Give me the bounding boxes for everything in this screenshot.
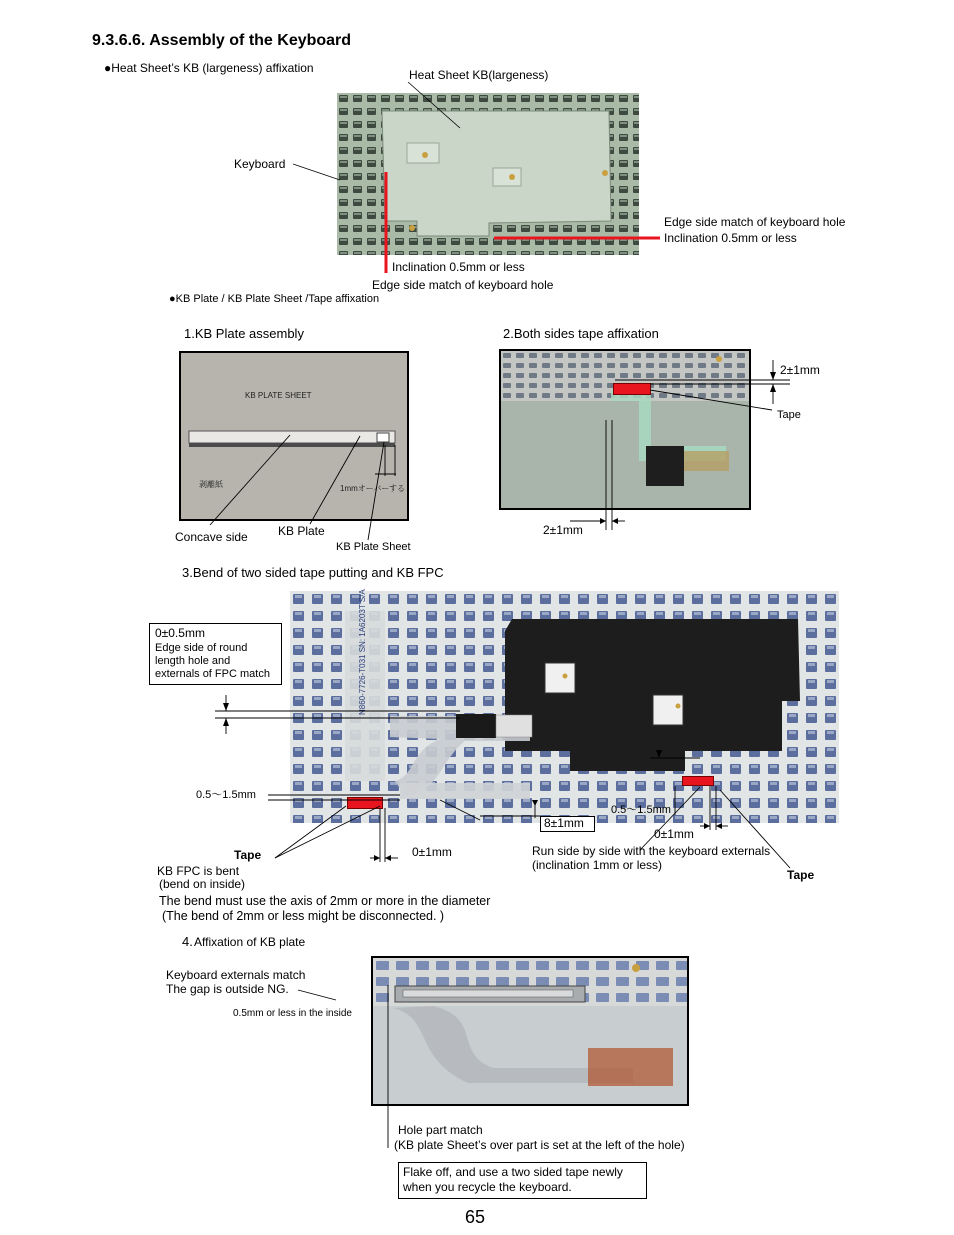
label-kb-plate-sheet: KB Plate Sheet — [336, 541, 411, 553]
note-bend-disconnect: (The bend of 2mm or less might be disconnected. ) — [162, 909, 445, 923]
step1-title: 1.KB Plate assembly — [184, 326, 304, 341]
label-hole-match: Hole part match — [398, 1123, 483, 1137]
step3-title: 3.Bend of two sided tape putting and KB FPC — [182, 565, 444, 580]
section-heading-heat-sheet: ●Heat Sheet’s KB (largeness) affixation — [104, 61, 314, 75]
label-keyboard: Keyboard — [234, 157, 286, 171]
box-line1: Edge side of round — [155, 642, 248, 654]
label-8mm: 8±1mm — [544, 816, 584, 830]
label-tape-left: Tape — [234, 848, 262, 862]
label-bend-inside: (bend on inside) — [159, 877, 246, 891]
page-title: 9.3.6.6. Assembly of the Keyboard — [92, 32, 352, 49]
label-range-left: 0.5～1.5mm — [196, 789, 256, 801]
label-fpc-bent: KB FPC is bent — [157, 864, 240, 878]
note-recycle-line1: Flake off, and use a two sided tape newly — [403, 1165, 623, 1179]
section-heading-kb-plate: ●KB Plate / KB Plate Sheet /Tape affixation — [169, 293, 380, 305]
label-inside-tolerance: 0.5mm or less in the inside — [233, 1008, 352, 1019]
note-bend-axis: The bend must use the axis of 2mm or more in the diameter — [159, 894, 491, 908]
label-run-side-inclination: (inclination 1mm or less) — [532, 858, 663, 872]
label-hole-detail: (KB plate Sheet’s over part is set at the left of the hole) — [394, 1138, 685, 1152]
label-kb-plate: KB Plate — [278, 524, 325, 538]
label-2mm-bottom: 2±1mm — [543, 523, 583, 537]
box-line2: length hole and — [155, 655, 231, 667]
label-tape-right: Tape — [787, 868, 815, 882]
page-number: 65 — [465, 1207, 486, 1227]
photo-text-kb-plate-sheet: KB PLATE SHEET — [245, 391, 312, 400]
label-tape-step2: Tape — [777, 409, 801, 421]
label-edge-match-right: Edge side match of keyboard hole — [664, 215, 846, 229]
step4-title-num: 4. — [182, 934, 193, 949]
step4-title: Affixation of KB plate — [194, 935, 306, 949]
photo-print-serial: N860-7726-T031 SN: 1A6203T S/A — [358, 589, 367, 715]
label-inclination-right: Inclination 0.5mm or less — [664, 231, 797, 245]
step2-title: 2.Both sides tape affixation — [503, 326, 659, 341]
label-inclination-bottom: Inclination 0.5mm or less — [392, 260, 525, 274]
label-concave-side: Concave side — [175, 530, 248, 544]
label-heat-sheet: Heat Sheet KB(largeness) — [409, 68, 549, 82]
label-edge-match-bottom: Edge side match of keyboard hole — [372, 278, 554, 292]
label-2mm-top: 2±1mm — [780, 363, 820, 377]
box-dim: 0±0.5mm — [155, 626, 205, 640]
label-run-side: Run side by side with the keyboard externals — [532, 844, 771, 858]
note-recycle-line2: when you recycle the keyboard. — [403, 1180, 572, 1194]
label-externals-match: Keyboard externals match — [166, 968, 306, 982]
box-line3: externals of FPC match — [155, 668, 270, 680]
photo-text-jp-right: 1mmオーバーする — [340, 484, 405, 493]
label-range-right: 0.5～1.5mm — [611, 804, 671, 816]
label-0mm-right: 0±1mm — [654, 827, 694, 841]
label-0mm-center: 0±1mm — [412, 845, 452, 859]
photo-text-jp-left: 剥離紙 — [199, 480, 223, 489]
label-gap-outside: The gap is outside NG. — [166, 982, 289, 996]
